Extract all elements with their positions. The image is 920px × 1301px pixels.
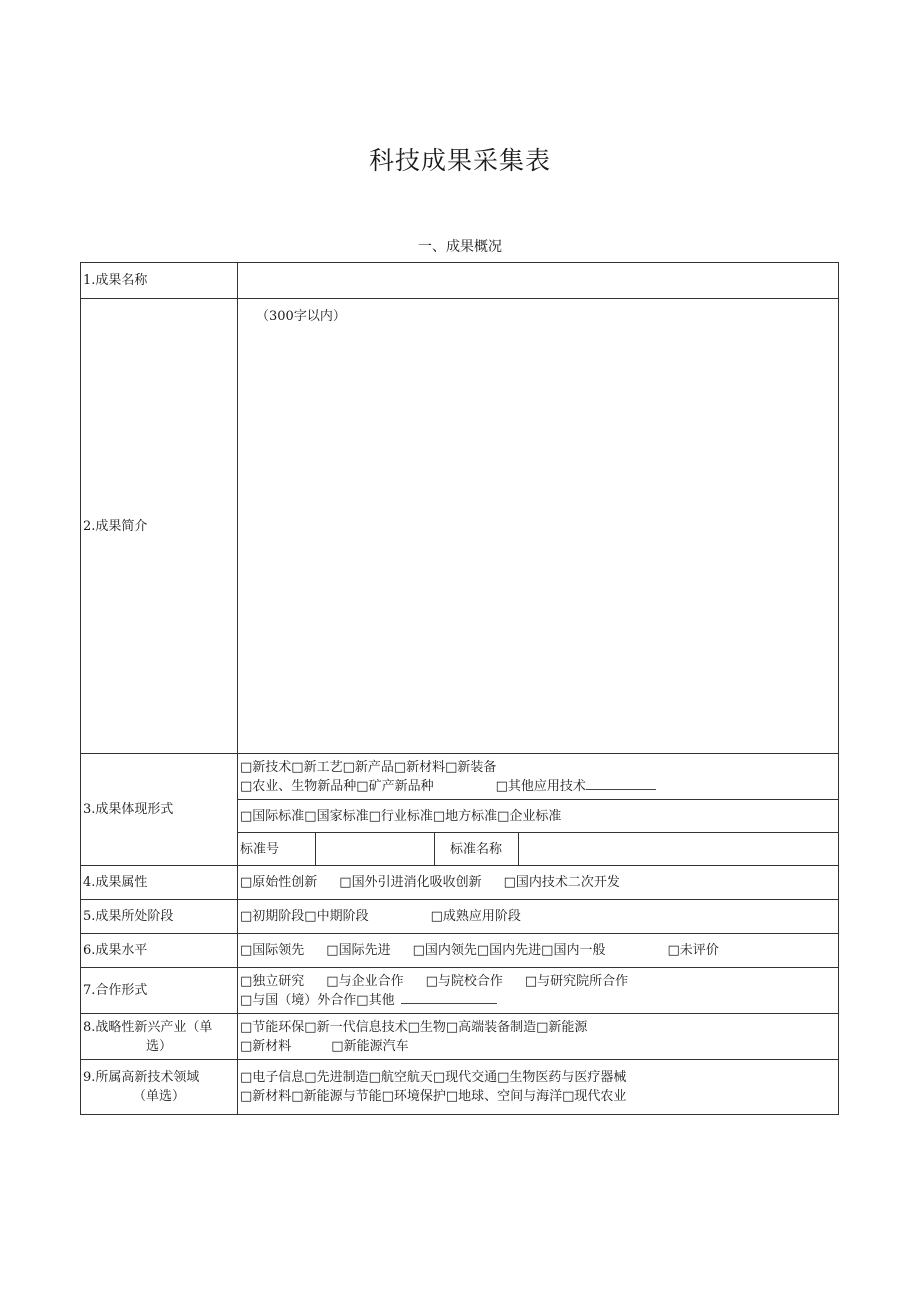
level-option-unrated[interactable]: □未评价 bbox=[667, 943, 719, 958]
form-options-tech bbox=[238, 754, 839, 800]
section-title: 一、成果概况 bbox=[418, 239, 502, 255]
row-cooperation-form bbox=[81, 968, 839, 1014]
input-achievement-name[interactable] bbox=[238, 263, 839, 299]
summary-length-hint: （300字以内） bbox=[256, 309, 346, 324]
input-achievement-summary[interactable] bbox=[238, 299, 839, 754]
label-tech-field-line2: （单选） bbox=[132, 1089, 185, 1104]
form-option-breeds[interactable]: □农业、生物新品种□矿产新品种 bbox=[240, 778, 434, 794]
stage-options bbox=[238, 900, 839, 934]
label-tech-field bbox=[81, 1060, 238, 1115]
label-achievement-level: 6.成果水平 bbox=[81, 934, 238, 968]
row-achievement-summary bbox=[81, 299, 839, 754]
cooperation-options-line1 bbox=[240, 972, 836, 991]
form-option-other-tech[interactable]: □其他应用技术 bbox=[495, 778, 586, 794]
row-tech-field bbox=[81, 1060, 839, 1115]
stage-option-early-mid[interactable]: □初期阶段□中期阶段 bbox=[240, 909, 369, 924]
label-achievement-summary: 2.成果简介 bbox=[81, 299, 238, 754]
industry-options-line2 bbox=[240, 1037, 836, 1056]
standard-info-cell bbox=[238, 833, 839, 866]
level-option-intl-advanced[interactable]: □国际先进 bbox=[326, 943, 391, 958]
label-achievement-form: 3.成果体现形式 bbox=[81, 754, 238, 866]
level-option-intl-leading[interactable]: □国际领先 bbox=[240, 943, 305, 958]
standard-info-table bbox=[238, 833, 838, 865]
tech-field-options bbox=[238, 1060, 839, 1115]
cooperation-options bbox=[238, 968, 839, 1014]
coop-option-enterprise[interactable]: □与企业合作 bbox=[326, 973, 404, 989]
industry-options bbox=[238, 1014, 839, 1060]
level-option-domestic[interactable]: □国内领先□国内先进□国内一般 bbox=[412, 943, 606, 958]
label-strategic-industry-line2: 选） bbox=[145, 1038, 172, 1054]
other-tech-blank[interactable] bbox=[586, 777, 656, 790]
form-options-standards[interactable]: □国际标准□国家标准□行业标准□地方标准□企业标准 bbox=[238, 800, 839, 833]
stage-option-mature[interactable]: □成熟应用阶段 bbox=[430, 909, 521, 924]
label-cooperation-form: 7.合作形式 bbox=[81, 968, 238, 1014]
industry-option-nev[interactable]: □新能源汽车 bbox=[331, 1038, 409, 1054]
label-standard-name: 标准名称 bbox=[434, 833, 518, 865]
document-title: 科技成果采集表 bbox=[368, 146, 551, 175]
form-options-line1[interactable]: □新技术□新工艺□新产品□新材料□新装备 bbox=[240, 759, 497, 775]
row-achievement-attribute bbox=[81, 866, 839, 900]
row-strategic-industry bbox=[81, 1014, 839, 1060]
label-strategic-industry bbox=[81, 1014, 238, 1060]
coop-option-foreign-other[interactable]: □与国（境）外合作□其他 bbox=[240, 992, 395, 1008]
attribute-options bbox=[238, 866, 839, 900]
label-strategic-industry-line1: 8.战略性新兴产业（单 bbox=[83, 1019, 213, 1035]
industry-options-line1[interactable]: □节能环保□新一代信息技术□生物□高端装备制造□新能源 bbox=[240, 1019, 588, 1035]
industry-option-materials[interactable]: □新材料 bbox=[240, 1038, 292, 1054]
form-options-line2 bbox=[240, 777, 836, 796]
attribute-option-secondary[interactable]: □国内技术二次开发 bbox=[503, 875, 620, 890]
cooperation-options-line2 bbox=[240, 991, 836, 1010]
label-achievement-attribute: 4.成果属性 bbox=[81, 866, 238, 900]
row-achievement-name bbox=[81, 263, 839, 299]
coop-option-institute[interactable]: □与研究院所合作 bbox=[524, 973, 629, 989]
tech-field-options-line2[interactable]: □新材料□新能源与节能□环境保护□地球、空间与海洋□现代农业 bbox=[240, 1089, 627, 1104]
input-standard-name[interactable] bbox=[518, 833, 838, 865]
row-achievement-stage bbox=[81, 900, 839, 934]
coop-option-university[interactable]: □与院校合作 bbox=[425, 973, 503, 989]
coop-option-independent[interactable]: □独立研究 bbox=[240, 973, 305, 989]
row-achievement-level bbox=[81, 934, 839, 968]
label-standard-number: 标准号 bbox=[238, 833, 315, 865]
label-achievement-stage: 5.成果所处阶段 bbox=[81, 900, 238, 934]
coop-other-blank[interactable] bbox=[401, 991, 497, 1004]
label-tech-field-line1: 9.所属高新技术领域 bbox=[83, 1070, 200, 1085]
row-achievement-form bbox=[81, 754, 839, 800]
attribute-option-original[interactable]: □原始性创新 bbox=[240, 875, 318, 890]
level-options bbox=[238, 934, 839, 968]
input-standard-number[interactable] bbox=[315, 833, 434, 865]
label-achievement-name: 1.成果名称 bbox=[81, 263, 238, 299]
tech-field-options-line1[interactable]: □电子信息□先进制造□航空航天□现代交通□生物医药与医疗器械 bbox=[240, 1070, 627, 1085]
achievement-form-table bbox=[80, 262, 839, 1115]
attribute-option-import[interactable]: □国外引进消化吸收创新 bbox=[339, 875, 482, 890]
